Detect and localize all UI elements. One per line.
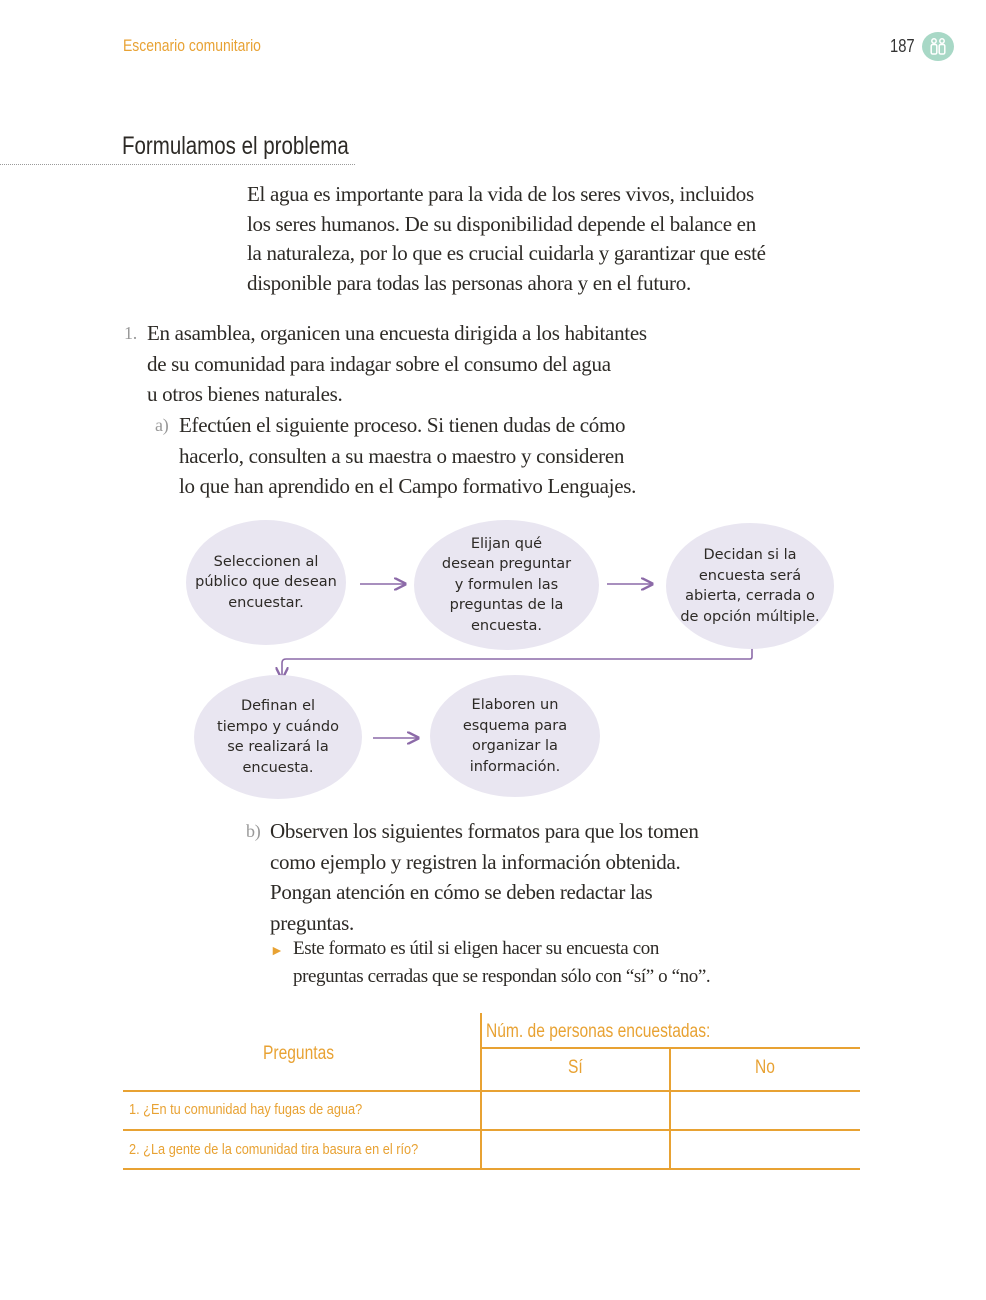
step-text: abierta, cerrada o — [685, 588, 815, 604]
item-line: Efectúen el siguiente proceso. Si tienen dudas de cómo — [179, 413, 626, 437]
question-number: 1. — [124, 323, 137, 343]
survey-table — [123, 1013, 860, 1169]
step-text: Decidan si la — [703, 547, 797, 563]
table-row-question: 2. ¿La gente de la comunidad tira basura en el río? — [129, 1141, 419, 1158]
process-step-select-audience — [186, 520, 346, 645]
step-text: público que desean — [195, 574, 337, 591]
process-step-choose-questions — [414, 520, 599, 650]
page-number: 187 — [890, 36, 915, 56]
intro-line: El agua es importante para la vida de los seres vivos, incluidos — [247, 182, 754, 206]
step-text: tiempo y cuándo — [217, 718, 339, 735]
process-step-make-scheme — [430, 675, 600, 797]
intro-line: los seres humanos. De su disponibilidad depende el balance en — [247, 211, 756, 236]
note-line: preguntas cerradas que se respondan sólo con “sí” o “no”. — [293, 966, 711, 987]
question-line: En asamblea, organicen una encuesta dirigida a los habitantes — [147, 321, 647, 345]
table-divider — [480, 1047, 860, 1049]
table-row-question: 1. ¿En tu comunidad hay fugas de agua? — [129, 1101, 363, 1118]
item-line: como ejemplo y registren la información obtenida. — [270, 849, 681, 874]
step-text: organizar la — [472, 738, 558, 754]
step-text: se realizará la — [227, 739, 329, 755]
step-text: preguntas de la — [449, 597, 564, 614]
item-line: hacerlo, consulten a su maestra o maestro y consideren — [179, 443, 625, 468]
intro-line: la naturaleza, por lo que es crucial cuidarla y garantizar que esté — [247, 241, 766, 265]
table-divider — [123, 1129, 860, 1131]
question-line: u otros bienes naturales. — [147, 382, 343, 406]
step-text: encuestar. — [228, 594, 304, 611]
table-divider — [669, 1048, 671, 1169]
step-text: desean preguntar — [441, 556, 572, 573]
question-line: de su comunidad para indagar sobre el consumo del agua — [147, 351, 611, 376]
step-text: y formulen las — [454, 576, 559, 593]
table-header-questions: Preguntas — [263, 1043, 335, 1064]
running-head: Escenario comunitario — [123, 36, 261, 55]
step-text: Elijan qué — [470, 535, 543, 552]
note-line: Este formato es útil si eligen hacer su encuesta con — [293, 938, 659, 959]
item-letter: a) — [155, 415, 169, 435]
step-text: Seleccionen al — [213, 553, 319, 570]
step-text: de opción múltiple. — [680, 608, 820, 625]
intro-line: disponible para todas las personas ahora y en el futuro. — [247, 270, 691, 295]
table-divider — [123, 1168, 860, 1170]
table-divider — [123, 1090, 860, 1092]
section-title: Formulamos el problema — [122, 132, 349, 160]
item-line: Pongan atención en cómo se deben redactar las — [270, 880, 653, 904]
step-text: encuesta. — [242, 759, 314, 776]
item-line: Observen los siguientes formatos para que los tomen — [270, 819, 699, 843]
item-line: preguntas. — [270, 910, 354, 935]
step-text: esquema para — [462, 717, 568, 734]
process-step-survey-type — [666, 523, 834, 649]
table-header-group: Núm. de personas encuestadas: — [486, 1021, 711, 1042]
step-text: Elaboren un — [471, 697, 559, 713]
table-header-no: No — [755, 1057, 775, 1078]
item-line: lo que han aprendido en el Campo formativo Lenguajes. — [179, 474, 637, 498]
process-step-define-time — [194, 675, 362, 799]
item-letter: b) — [246, 821, 261, 841]
table-header-yes: Sí — [568, 1057, 583, 1078]
step-text: Definan el — [240, 698, 316, 714]
step-text: encuesta será — [698, 567, 802, 584]
triangle-bullet-icon: ► — [270, 944, 284, 959]
step-text: información. — [469, 758, 561, 775]
step-text: encuesta. — [471, 617, 542, 634]
